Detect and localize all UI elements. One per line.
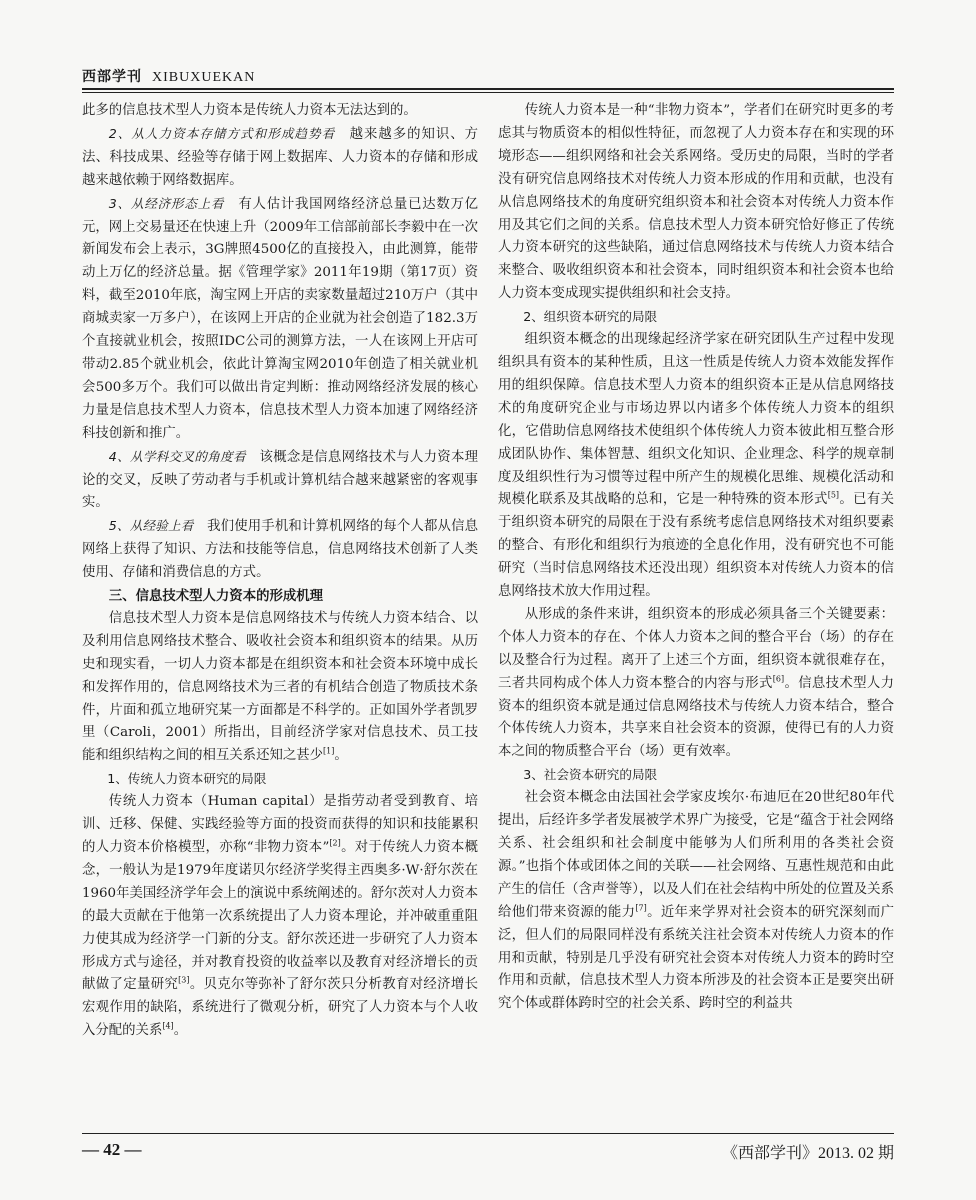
item-lead: 4、从学科交叉的角度看: [108, 448, 246, 464]
item-text: 有人估计我国网络经济总量已达数万亿元，网上交易量还在快速上升（2009年工信部前部长李毅中在一次新闻发布会上表示，3G牌照4500亿的直接投入，由此测算，能带动上万亿的经济总量。据《管理学家》2011年19期（第17页）资料，截至2010年底，淘宝网上开店的卖家数量超过210万户（其中商城卖家一万多户），在该网上开店的企业就为社会创造了182.3万个直接就业机会，按照IDC公司的测算方法，一人在该网上开店可带动2.85个就业机会，依此计算淘宝网2010年创造了相关就业机会500多万个。我们可以做出肯定判断：推动网络经济发展的核心力量是信息技术型人力资本，信息技术型人力资本加速了网络经济科技创新和推广。: [82, 196, 479, 441]
item-text: 我们使用手机和计算机网络的每个人都从信息网络上获得了知识、方法和技能等信息，信息网络技术创新了人类使用、存储和消费信息的方式。: [82, 519, 479, 581]
item-lead: 5、从经验上看: [108, 518, 194, 534]
item-lead: 3、从经济形态上看: [108, 195, 225, 211]
item-text: 越来越多的知识、方法、科技成果、经验等存储于网上数据库、人力资本的存储和形成越来越依赖于网络数据库。: [82, 126, 479, 188]
page-footer: [82, 1140, 894, 1170]
page-number: — 42 —: [82, 1140, 142, 1159]
citation: [5]: [827, 490, 840, 500]
citation: [4]: [162, 1021, 174, 1031]
left-column: [82, 100, 478, 1043]
journal-issue: 《西部学刊》2013. 02 期: [721, 1145, 894, 1162]
item-text: 该概念是信息网络技术与人力资本理论的交叉，反映了劳动者与手机或计算机结合越来越紧密的客观事实。: [82, 449, 479, 511]
citation: [7]: [635, 903, 647, 913]
paragraph-text: 信息技术型人力资本是信息网络技术与传统人力资本结合、以及利用信息网络技术整合、吸收社会资本和组织资本的结果。从历史和现实看，一切人力资本都是在组织资本和社会资本环境中成长和发挥作用的，信息网络技术为三者的有机结合创造了物质技术条件，片面和孤立地研究某一方面都是不科学的。正如国外学者凯罗里（Caroli，2001）所指出，目前经济学家对信息技术、员工技能和组织结构之间的相互关系还知之甚少: [82, 610, 478, 764]
paragraph: [82, 123, 478, 193]
paragraph-text: 。对于传统人力资本概念，一般认为是1979年度诺贝尔经济学奖得主西奥多·W·舒尔茨在1960年美国经济学年会上的演说中系统阐述的。舒尔茨对人力资本的最大贡献在于他第一次系统提出了人力资本理论，并冲破重重阻力使其成为经济学一门新的分支。舒尔茨还进一步研究了人力资本形成方式与途径，并对教育投资的收益率以及教育对经济增长的贡献做了定量研究: [82, 840, 478, 993]
paragraph: [498, 604, 894, 764]
paragraph: 传统人力资本是一种“非物力资本”，学者们在研究时更多的考虑其与物质资本的相似性特征，而忽视了人力资本存在和实现的环境形态——组织网络和社会关系网络。受历史的局限，当时的学者没有研究信息网络技术对传统人力资本形成的作用和贡献，也没有从信息网络技术的角度研究组织资本和社会资本对传统人力资本作用及其它们之间的关系。信息技术型人力资本研究恰好修正了传统人力资本研究的这些缺陷，通过信息网络技术与传统人力资本结合来整合、吸收组织资本和社会资本，同时组织资本和社会资本也给人力资本变成现实提供组织和社会支持。: [498, 103, 894, 302]
header-rule-thin: [82, 92, 894, 93]
paragraph: [82, 791, 478, 1043]
paragraph: [82, 515, 478, 585]
header-rule: [82, 88, 894, 90]
paragraph-text: 。: [334, 748, 348, 764]
paragraph-text: 。信息技术型人力资本的组织资本就是通过信息网络技术与传统人力资本结合，整合个体传统人力资本，共享来自社会资本的资源，使得已有的人力资本之间的物质整合平台（场）更有效率。: [498, 675, 895, 760]
paragraph-text: 组织资本概念的出现缘起经济学家在研究团队生产过程中发现组织具有资本的某种性质，且这一性质是传统人力资本效能发挥作用的组织保障。信息技术型人力资本的组织资本正是从信息网络技术的角度研究企业与市场边界以内诸多个体传统人力资本的组织化，它借助信息网络技术使组织个体传统人力资本彼此相互整合形成团队协作、集体智慧、组织文化知识、企业理念、科学的规章制度及组织性行为习惯等过程中所产生的规模化思维、规模化活动和规模化联系及其战略的总和，它是一种特殊的资本形式: [498, 332, 894, 508]
citation: [1]: [323, 746, 335, 756]
footer-rule: [82, 1133, 894, 1134]
item-lead: 2、从人力资本存储方式和形成趋势看: [108, 125, 336, 141]
paragraph: [82, 446, 478, 516]
paragraph: [498, 787, 894, 1016]
paragraph-text: 传统人力资本（Human capital）是指劳动者受到教育、培训、迁移、保健、实践经验等方面的投资而获得的知识和技能累积的人力资本价格模型，亦称“非物力资本”: [82, 794, 478, 855]
paragraph-text: 。已有关于组织资本研究的局限在于没有系统考虑信息网络技术对组织要素的整合、有形化和组织行为痕迹的全息化作用，没有研究也不可能研究（当时信息网络技术还没出现）组织资本对传统人力资本的信息网络技术放大作用过程。: [498, 492, 895, 600]
paragraph-text: 。贝克尔等弥补了舒尔茨只分析教育对经济增长宏观作用的缺陷，系统进行了微观分析，研究了人力资本与个人收入分配的关系: [82, 977, 479, 1039]
magazine-pinyin: XIBUXUEKAN: [152, 70, 256, 85]
paragraph: [82, 608, 478, 768]
subsection-heading: 3、社会资本研究的局限: [523, 767, 658, 783]
paragraph-text: 。近年来学界对社会资本的研究深刻而广泛，但人们的局限同样没有系统关注社会资本对传统人力资本的作用和贡献，特别是几乎没有研究社会资本对传统人力资本的跨时空作用和贡献，信息技术型人力资本所涉及的社会资本正是要突出研究个体或群体跨时空的社会关系、跨时空的利益共: [498, 904, 895, 1012]
subsection-heading: 1、传统人力资本研究的局限: [107, 771, 267, 787]
paragraph-text: 从形成的条件来讲，组织资本的形成必须具备三个关键要素：个体人力资本的存在、个体人力资本之间的整合平台（场）的存在以及整合行为过程。离开了上述三个方面，组织资本就很难存在，三者共同构成个体人力资本整合的内容与形式: [498, 606, 894, 691]
paragraph: [82, 193, 478, 446]
running-header: [82, 66, 894, 88]
citation: [3]: [178, 975, 190, 985]
right-column: [498, 100, 894, 1016]
paragraph: [498, 329, 894, 604]
subsection-heading: 2、组织资本研究的局限: [523, 309, 658, 325]
paragraph-text: 社会资本概念由法国社会学家皮埃尔·布迪厄在20世纪80年代提出，后经许多学者发展被学术界广为接受，它是“蕴含于社会网络关系、社会组织和社会制度中能够为人们所利用的各类社会资源。”也指个体或团体之间的关联——社会网络、互惠性规范和由此产生的信任（含声誉等），以及人们在社会结构中所处的位置及关系给他们带来资源的能力: [498, 790, 894, 920]
paragraph: 此多的信息技术型人力资本是传统人力资本无法达到的。: [82, 103, 417, 118]
paragraph-text: 。: [173, 1023, 188, 1039]
section-heading: 三、信息技术型人力资本的形成机理: [108, 588, 324, 605]
citation: [2]: [329, 838, 341, 848]
magazine-name: 西部学刊: [82, 69, 142, 85]
citation: [6]: [772, 674, 785, 684]
